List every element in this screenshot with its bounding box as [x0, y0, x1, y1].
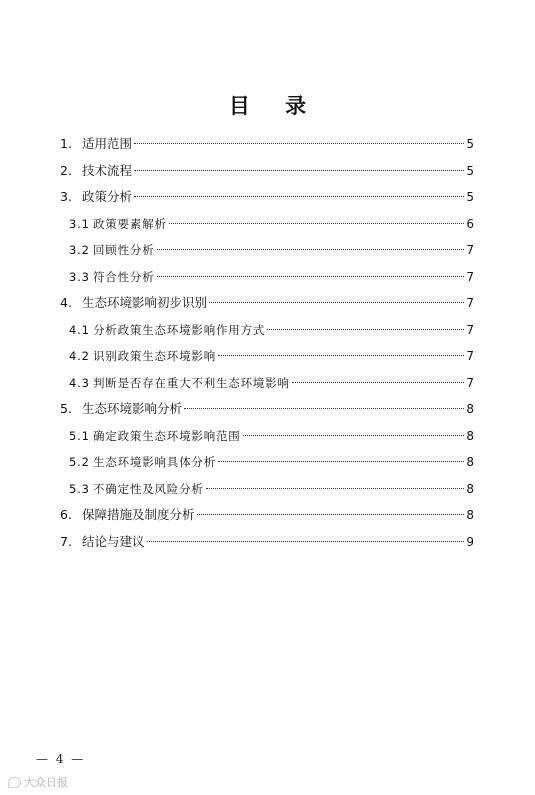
toc-entry-label: 生态环境影响初步识别	[82, 295, 208, 310]
toc-entry-label: 政策分析	[82, 189, 133, 204]
toc-entry-label: 不确定性及风险分析	[93, 481, 204, 496]
toc-dot-leader	[157, 249, 465, 250]
toc-entry-label: 生态环境影响具体分析	[93, 455, 216, 469]
toc-dot-leader	[157, 276, 465, 277]
toc-entry-number: 4.	[60, 295, 72, 310]
toc-entry-page: 5	[466, 137, 474, 151]
toc-entry-page: 8	[466, 481, 474, 496]
page-title: 目 录	[228, 94, 321, 118]
toc-entry-page: 8	[466, 455, 474, 469]
toc-entry-page: 7	[466, 243, 474, 257]
toc-entry[interactable]	[69, 213, 474, 235]
toc-dot-leader	[206, 488, 465, 489]
toc-entry[interactable]	[69, 239, 474, 261]
toc-entry[interactable]	[60, 133, 474, 155]
toc-entry-number: 6.	[60, 507, 72, 522]
toc-entry-number: 4.2	[69, 349, 90, 363]
toc-entry-number: 3.2	[69, 243, 90, 257]
toc-dot-leader	[218, 355, 464, 356]
toc-dot-leader	[243, 435, 465, 436]
toc-entry[interactable]	[69, 425, 474, 447]
toc-dot-leader	[184, 408, 464, 409]
toc-entry-page: 5	[466, 163, 474, 178]
toc-entry-page: 5	[466, 190, 474, 204]
toc-entry-page: 8	[466, 508, 474, 522]
toc-entry[interactable]	[69, 372, 474, 394]
toc-entry-number: 5.3	[69, 481, 90, 496]
toc-dot-leader	[292, 382, 465, 383]
toc-entry-label: 确定政策生态环境影响范围	[93, 428, 241, 443]
toc-entry[interactable]	[60, 292, 474, 314]
toc-entry-label: 技术流程	[82, 162, 133, 178]
toc-dot-leader	[147, 541, 465, 542]
toc-entry-number: 3.3	[69, 269, 90, 284]
page-number: — 4 —	[36, 752, 86, 766]
toc-dot-leader	[134, 170, 464, 171]
toc-entry-label: 判断是否存在重大不利生态环境影响	[93, 375, 290, 390]
toc-entry-page: 7	[466, 269, 474, 284]
toc-entry-number: 5.1	[69, 428, 90, 443]
toc-entry-label: 结论与建议	[82, 533, 145, 549]
toc-entry-label: 分析政策生态环境影响作用方式	[93, 322, 266, 337]
toc-entry-number: 1.	[60, 136, 72, 151]
speech-bubble-logo-icon	[8, 777, 21, 788]
toc-entry-number: 4.3	[69, 375, 90, 390]
toc-dot-leader	[134, 196, 464, 197]
toc-entry[interactable]	[69, 478, 474, 500]
toc-entry[interactable]	[60, 186, 474, 208]
toc-entry-label: 回顾性分析	[93, 243, 155, 257]
toc-entry[interactable]	[69, 266, 474, 288]
toc-dot-leader	[169, 223, 465, 224]
toc-entry-number: 7.	[60, 533, 72, 549]
toc-entry-number: 4.1	[69, 322, 90, 337]
toc-entry-label: 识别政策生态环境影响	[93, 349, 216, 363]
toc-entry[interactable]	[69, 451, 474, 473]
toc-entry-page: 7	[466, 296, 474, 310]
toc-entry-label: 保障措施及制度分析	[82, 507, 195, 522]
toc-dot-leader	[209, 302, 464, 303]
toc-entry-page: 8	[466, 428, 474, 443]
toc-dot-leader	[218, 461, 464, 462]
toc-entry-page: 6	[466, 216, 474, 231]
watermark	[8, 774, 68, 790]
toc-entry-label: 政策要素解析	[93, 216, 167, 231]
watermark-text: 大众日报	[24, 776, 68, 789]
toc-entry-number: 2.	[60, 162, 72, 178]
toc-entry-label: 生态环境影响分析	[82, 401, 183, 416]
toc-entry[interactable]	[60, 531, 474, 553]
toc-entry-number: 5.2	[69, 455, 90, 469]
toc-entry-page: 7	[466, 349, 474, 363]
toc-entry-page: 7	[466, 322, 474, 337]
toc-entry-number: 3.1	[69, 216, 90, 231]
toc-dot-leader	[134, 143, 464, 144]
toc-entry-page: 9	[466, 534, 474, 549]
toc-entry-number: 5.	[60, 401, 72, 416]
toc-dot-leader	[267, 329, 464, 330]
toc-entry[interactable]	[69, 345, 474, 367]
toc-entry[interactable]	[60, 160, 474, 182]
toc-entry-number: 3.	[60, 189, 72, 204]
toc-entry-page: 8	[466, 402, 474, 416]
toc-entry[interactable]	[60, 398, 474, 420]
toc-entry-page: 7	[466, 375, 474, 390]
toc-entry[interactable]	[60, 504, 474, 526]
toc-dot-leader	[197, 514, 465, 515]
toc-entry-label: 适用范围	[82, 136, 133, 151]
toc-entry[interactable]	[69, 319, 474, 341]
toc-entry-label: 符合性分析	[93, 269, 155, 284]
